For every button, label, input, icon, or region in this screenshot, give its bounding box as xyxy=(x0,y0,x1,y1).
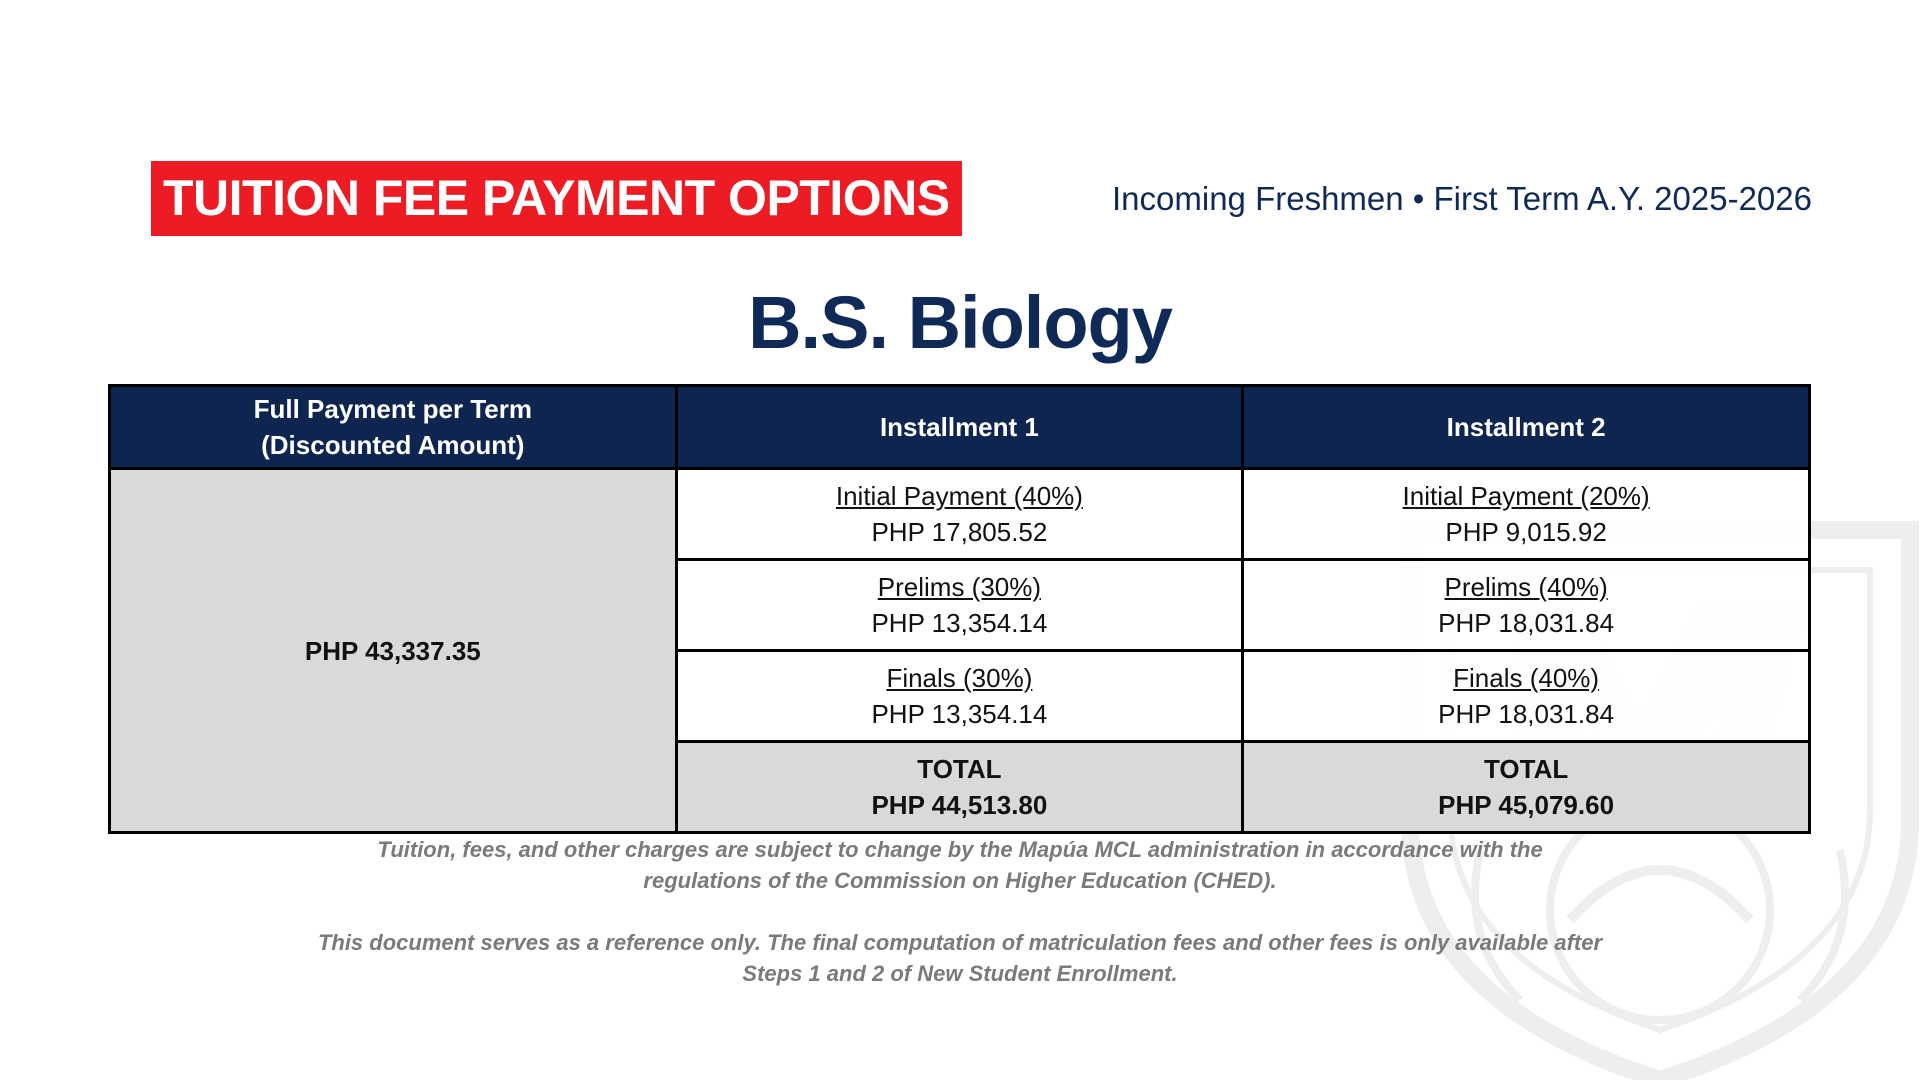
header xyxy=(151,161,962,236)
header-installment-2: Installment 2 xyxy=(1243,386,1810,469)
installment2-prelims-cell xyxy=(1243,560,1810,651)
installment2-finals-label: Finals (40%) xyxy=(1453,663,1600,693)
installment1-finals-label: Finals (30%) xyxy=(886,663,1033,693)
installment2-prelims-amount: PHP 18,031.84 xyxy=(1438,608,1615,638)
installment1-total-cell xyxy=(676,742,1243,833)
disclaimer-note-2-line1: This document serves as a reference only. The final computation of matriculation fees and other fees is only available after xyxy=(317,930,1603,955)
installment1-finals-cell xyxy=(676,651,1243,742)
installment2-total-label: TOTAL xyxy=(1483,754,1569,784)
installment2-total-cell xyxy=(1243,742,1810,833)
program-title: B.S. Biology xyxy=(748,281,1172,364)
disclaimer-note-1-line2: regulations of the Commission on Higher Education (CHED). xyxy=(643,868,1277,893)
installment2-finals-cell xyxy=(1243,651,1810,742)
header-full-line2: (Discounted Amount) xyxy=(261,430,525,460)
installment2-initial-cell xyxy=(1243,469,1810,560)
installment1-prelims-amount: PHP 13,354.14 xyxy=(871,608,1048,638)
banner-title: TUITION FEE PAYMENT OPTIONS xyxy=(151,161,962,236)
installment1-prelims-label: Prelims (30%) xyxy=(877,572,1042,602)
installment1-initial-cell xyxy=(676,469,1243,560)
header-installment-1: Installment 1 xyxy=(676,386,1243,469)
installment1-total-amount: PHP 44,513.80 xyxy=(871,790,1048,820)
full-payment-cell: PHP 43,337.35 xyxy=(110,469,677,833)
header-full-line1: Full Payment per Term xyxy=(253,394,532,424)
installment2-initial-label: Initial Payment (20%) xyxy=(1402,481,1650,511)
disclaimer-note-1-line1: Tuition, fees, and other charges are subject to change by the Mapúa MCL administration in accordance with the xyxy=(377,837,1543,862)
header-full-payment xyxy=(110,386,677,469)
installment2-total-amount: PHP 45,079.60 xyxy=(1438,790,1615,820)
disclaimer-note-2-line2: Steps 1 and 2 of New Student Enrollment. xyxy=(742,961,1178,986)
installment1-initial-label: Initial Payment (40%) xyxy=(835,481,1083,511)
table-header-row xyxy=(110,386,1810,469)
installment2-finals-amount: PHP 18,031.84 xyxy=(1438,699,1615,729)
subtitle: Incoming Freshmen • First Term A.Y. 2025-2026 xyxy=(1112,180,1812,217)
disclaimer-note-1 xyxy=(0,834,1920,896)
installment2-prelims-label: Prelims (40%) xyxy=(1444,572,1608,602)
installment1-finals-amount: PHP 13,354.14 xyxy=(871,699,1048,729)
installment1-initial-amount: PHP 17,805.52 xyxy=(871,517,1048,547)
installment2-initial-amount: PHP 9,015.92 xyxy=(1445,517,1607,547)
table-row xyxy=(110,469,1810,560)
installment1-total-label: TOTAL xyxy=(917,754,1002,784)
installment1-prelims-cell xyxy=(676,560,1243,651)
fee-table xyxy=(108,384,1811,834)
disclaimer-note-2 xyxy=(0,927,1920,989)
